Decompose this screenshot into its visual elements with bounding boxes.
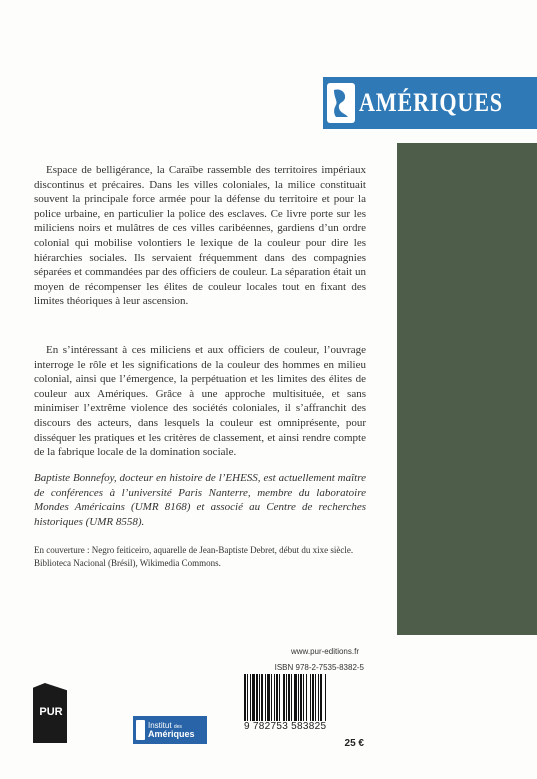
author-bio [34, 471, 366, 529]
paragraph-text: En s’intéressant à ces miliciens et aux officiers de couleur, l’ouvrage interroge le rôle et les significations de la couleur des hommes en milieu colonial, ainsi que l’émergence, la perpétuation et les limites des élites de couleur aux Amériques. Grâce à une approche multisituée, et sans minimiser l’extrême violence des sociétés coloniales, il s’affranchit des discours des acteurs, dans lesquels la couleur est omniprésente, pour disséquer les pratiques et les critères de classement, et ainsi rendre compte de la fabrique locale de la domination sociale. [34, 344, 366, 459]
barcode [243, 674, 363, 721]
series-banner [323, 77, 537, 129]
summary-paragraph-1 [34, 163, 366, 309]
pur-logo-text: PUR [39, 706, 63, 718]
isbn-label: ISBN 978-2-7535-8382-5 [274, 663, 364, 672]
cover-credit-line-1: En couverture : Negro feiticeiro, aquarelle de Jean-Baptiste Debret, début du xixe siècle. [34, 545, 354, 555]
price: 25 € [344, 738, 364, 749]
barcode-digits: 9 782753 583825 [244, 721, 327, 732]
institut-line-1a: Institut [148, 720, 172, 730]
institut-line-1b: des [173, 723, 182, 730]
institut-logo [133, 716, 207, 744]
series-title: AMÉRIQUES [359, 88, 503, 117]
institut-line-2: Amériques [148, 728, 195, 739]
cover-credit-line-2: Biblioteca Nacional (Brésil), Wikimedia Commons. [34, 557, 221, 568]
series-emblem-icon [327, 83, 355, 123]
paragraph-text: Espace de belligérance, la Caraïbe rassemble des territoires impériaux discontinus et précaires. Dans les villes coloniales, la milice constituait souvent la principale force armée pour la défense du territoire et pour la police urbaine, en particulier la police des esclaves. Ce livre porte sur les miliciens noirs et mulâtres de ces villes caribéennes, gardiens d’un ordre colonial qui mobilise volontiers le lexique de la couleur pour dire les hiérarchies sociales. Ils servaient fréquemment dans des compagnies séparées et commandées par des officiers de couleur. La séparation était un moyen de récompenser les élites de couleur locales tout en fixant des limites théoriques à leur ascension. [34, 164, 366, 308]
summary-paragraph-2 [34, 343, 366, 460]
cover-credit [34, 544, 374, 569]
publisher-website: www.pur-editions.fr [290, 647, 359, 656]
color-block [397, 143, 537, 635]
institut-mark-icon [136, 720, 145, 740]
author-bio-text: Baptiste Bonnefoy, docteur en histoire de l’EHESS, est actuellement maître de conférences à l’université Paris Nanterre, membre du laboratoire Mondes Américains (UMR 8168) et associé au Centre de recherches historiques (UMR 8558). [34, 472, 366, 528]
